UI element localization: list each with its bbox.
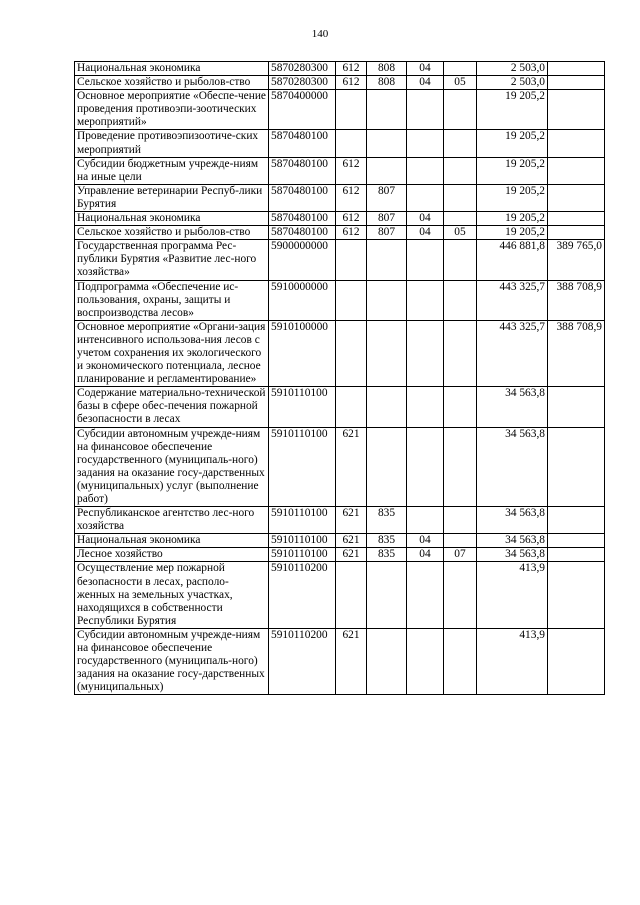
subsection-code (444, 507, 477, 534)
amount-year-2 (548, 507, 605, 534)
amount-year-1: 34 563,8 (477, 534, 548, 548)
administrator-code: 807 (367, 226, 407, 240)
row-name: Субсидии автономным учрежде-ниям на финансовое обеспечение государственного (муниципаль-ного) задания на оказание госу-дарственных (муниципальных) (75, 628, 269, 694)
target-article-code: 5870480100 (269, 226, 336, 240)
target-article-code: 5910110200 (269, 562, 336, 628)
subsection-code (444, 212, 477, 226)
expense-type-code: 621 (336, 534, 367, 548)
table-row (75, 184, 605, 211)
section-code: 04 (407, 548, 444, 562)
section-code (407, 507, 444, 534)
administrator-code (367, 320, 407, 386)
table-row (75, 562, 605, 628)
amount-year-1: 34 563,8 (477, 427, 548, 507)
amount-year-1: 413,9 (477, 562, 548, 628)
amount-year-1: 413,9 (477, 628, 548, 694)
amount-year-2 (548, 184, 605, 211)
row-name: Национальная экономика (75, 212, 269, 226)
amount-year-1: 19 205,2 (477, 184, 548, 211)
amount-year-2 (548, 548, 605, 562)
page-number: 140 (311, 28, 329, 40)
amount-year-1: 2 503,0 (477, 76, 548, 90)
expense-type-code (336, 240, 367, 280)
section-code (407, 240, 444, 280)
subsection-code (444, 240, 477, 280)
amount-year-1: 19 205,2 (477, 212, 548, 226)
section-code (407, 320, 444, 386)
target-article-code: 5910000000 (269, 280, 336, 320)
expense-type-code: 612 (336, 184, 367, 211)
amount-year-1: 19 205,2 (477, 130, 548, 157)
expense-type-code (336, 280, 367, 320)
row-name: Основное мероприятие «Обеспе-чение проведения противоэпи-зоотических мероприятий» (75, 90, 269, 130)
section-code (407, 184, 444, 211)
expense-type-code: 621 (336, 507, 367, 534)
subsection-code (444, 427, 477, 507)
target-article-code: 5900000000 (269, 240, 336, 280)
administrator-code: 807 (367, 212, 407, 226)
subsection-code: 05 (444, 226, 477, 240)
amount-year-2 (548, 76, 605, 90)
amount-year-2 (548, 90, 605, 130)
subsection-code: 05 (444, 76, 477, 90)
amount-year-2 (548, 212, 605, 226)
administrator-code (367, 387, 407, 427)
target-article-code: 5910110100 (269, 427, 336, 507)
target-article-code: 5870480100 (269, 184, 336, 211)
amount-year-1: 443 325,7 (477, 280, 548, 320)
row-name: Республиканское агентство лес-ного хозяйства (75, 507, 269, 534)
table-row (75, 548, 605, 562)
table-row (75, 226, 605, 240)
administrator-code (367, 240, 407, 280)
expense-type-code (336, 562, 367, 628)
amount-year-2 (548, 562, 605, 628)
administrator-code: 808 (367, 62, 407, 76)
target-article-code: 5870280300 (269, 76, 336, 90)
row-name: Национальная экономика (75, 62, 269, 76)
row-name: Управление ветеринарии Респуб-лики Бурятия (75, 184, 269, 211)
expense-type-code: 612 (336, 157, 367, 184)
table-row (75, 76, 605, 90)
expense-type-code: 621 (336, 628, 367, 694)
target-article-code: 5870480100 (269, 157, 336, 184)
row-name: Подпрограмма «Обеспечение ис-пользования, охраны, защиты и воспроизводства лесов» (75, 280, 269, 320)
amount-year-2: 388 708,9 (548, 320, 605, 386)
row-name: Сельское хозяйство и рыболов-ство (75, 76, 269, 90)
amount-year-2 (548, 130, 605, 157)
amount-year-2 (548, 226, 605, 240)
expense-type-code (336, 130, 367, 157)
amount-year-2: 388 708,9 (548, 280, 605, 320)
section-code (407, 387, 444, 427)
amount-year-2 (548, 62, 605, 76)
subsection-code (444, 320, 477, 386)
section-code: 04 (407, 76, 444, 90)
amount-year-1: 34 563,8 (477, 548, 548, 562)
table-row (75, 240, 605, 280)
amount-year-2 (548, 427, 605, 507)
expense-type-code (336, 90, 367, 130)
subsection-code: 07 (444, 548, 477, 562)
section-code (407, 628, 444, 694)
target-article-code: 5910100000 (269, 320, 336, 386)
row-name: Субсидии бюджетным учрежде-ниям на иные цели (75, 157, 269, 184)
subsection-code (444, 280, 477, 320)
administrator-code (367, 427, 407, 507)
table-row (75, 62, 605, 76)
administrator-code: 835 (367, 534, 407, 548)
expense-type-code: 621 (336, 548, 367, 562)
row-name: Содержание материально-технической базы в сфере обес-печения пожарной безопасности в лесах (75, 387, 269, 427)
table-row (75, 507, 605, 534)
target-article-code: 5870480100 (269, 130, 336, 157)
administrator-code (367, 280, 407, 320)
row-name: Осуществление мер пожарной безопасности в лесах, располо-женных на земельных участках, находящихся в собственности Республики Бурятия (75, 562, 269, 628)
administrator-code: 835 (367, 548, 407, 562)
subsection-code (444, 130, 477, 157)
row-name: Сельское хозяйство и рыболов-ство (75, 226, 269, 240)
table-row (75, 427, 605, 507)
subsection-code (444, 534, 477, 548)
subsection-code (444, 562, 477, 628)
table-row (75, 90, 605, 130)
budget-table (74, 61, 605, 695)
expense-type-code: 612 (336, 212, 367, 226)
table-row (75, 534, 605, 548)
row-name: Лесное хозяйство (75, 548, 269, 562)
administrator-code: 807 (367, 184, 407, 211)
row-name: Проведение противоэпизоотиче-ских мероприятий (75, 130, 269, 157)
target-article-code: 5870480100 (269, 212, 336, 226)
expense-type-code: 612 (336, 76, 367, 90)
amount-year-2 (548, 628, 605, 694)
administrator-code: 835 (367, 507, 407, 534)
table-row (75, 157, 605, 184)
table-row (75, 320, 605, 386)
section-code (407, 562, 444, 628)
expense-type-code: 621 (336, 427, 367, 507)
table-row (75, 212, 605, 226)
table-row (75, 130, 605, 157)
table-body (75, 62, 605, 695)
section-code: 04 (407, 62, 444, 76)
section-code: 04 (407, 534, 444, 548)
target-article-code: 5910110100 (269, 534, 336, 548)
table-row (75, 387, 605, 427)
administrator-code (367, 90, 407, 130)
target-article-code: 5910110200 (269, 628, 336, 694)
amount-year-1: 19 205,2 (477, 157, 548, 184)
subsection-code (444, 628, 477, 694)
amount-year-1: 19 205,2 (477, 90, 548, 130)
row-name: Основное мероприятие «Органи-зация интенсивного использова-ния лесов с учетом сохранения их экологического и экономического потенциала, лесное планирование и регламентирование» (75, 320, 269, 386)
subsection-code (444, 387, 477, 427)
amount-year-1: 443 325,7 (477, 320, 548, 386)
administrator-code (367, 628, 407, 694)
amount-year-1: 2 503,0 (477, 62, 548, 76)
amount-year-2 (548, 534, 605, 548)
row-name: Национальная экономика (75, 534, 269, 548)
section-code: 04 (407, 226, 444, 240)
subsection-code (444, 90, 477, 130)
administrator-code (367, 562, 407, 628)
subsection-code (444, 157, 477, 184)
amount-year-1: 34 563,8 (477, 507, 548, 534)
expense-type-code: 612 (336, 226, 367, 240)
amount-year-1: 19 205,2 (477, 226, 548, 240)
table-row (75, 628, 605, 694)
administrator-code (367, 130, 407, 157)
section-code: 04 (407, 212, 444, 226)
section-code (407, 90, 444, 130)
section-code (407, 130, 444, 157)
section-code (407, 427, 444, 507)
expense-type-code (336, 387, 367, 427)
amount-year-2 (548, 157, 605, 184)
target-article-code: 5870400000 (269, 90, 336, 130)
amount-year-1: 446 881,8 (477, 240, 548, 280)
subsection-code (444, 184, 477, 211)
administrator-code: 808 (367, 76, 407, 90)
target-article-code: 5870280300 (269, 62, 336, 76)
amount-year-2: 389 765,0 (548, 240, 605, 280)
section-code (407, 157, 444, 184)
table-row (75, 280, 605, 320)
target-article-code: 5910110100 (269, 507, 336, 534)
administrator-code (367, 157, 407, 184)
expense-type-code (336, 320, 367, 386)
row-name: Государственная программа Рес-публики Бурятия «Развитие лес-ного хозяйства» (75, 240, 269, 280)
subsection-code (444, 62, 477, 76)
expense-type-code: 612 (336, 62, 367, 76)
target-article-code: 5910110100 (269, 387, 336, 427)
target-article-code: 5910110100 (269, 548, 336, 562)
amount-year-1: 34 563,8 (477, 387, 548, 427)
amount-year-2 (548, 387, 605, 427)
section-code (407, 280, 444, 320)
row-name: Субсидии автономным учрежде-ниям на финансовое обеспечение государственного (муниципаль-ного) задания на оказание госу-дарственных (муниципальных) услуг (выполнение работ) (75, 427, 269, 507)
